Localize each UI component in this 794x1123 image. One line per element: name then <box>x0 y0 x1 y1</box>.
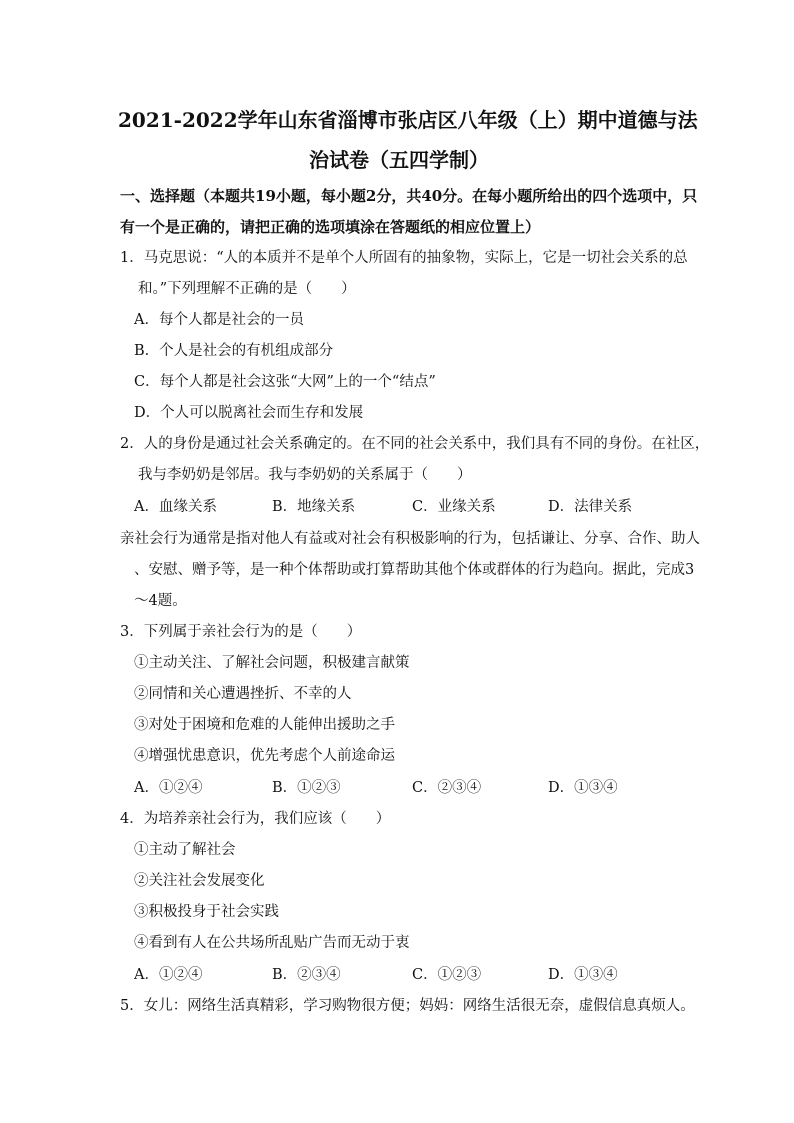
q3-item-4: ④增强忧患意识，优先考虑个人前途命运 <box>134 748 395 764</box>
q2-stem-line-2: 我与李奶奶是邻居。我与李奶奶的关系属于（ ） <box>138 467 472 483</box>
q3-option-c: C．②③④ <box>412 780 482 796</box>
q2-stem-line-1: 2．人的身份是通过社会关系确定的。在不同的社会关系中，我们具有不同的身份。在社区， <box>120 436 710 452</box>
q2-option-c: C．业缘关系 <box>412 499 496 515</box>
q1-stem-line-1: 1．马克思说：“人的本质并不是单个人所固有的抽象物，实际上，它是一切社会关系的总 <box>120 250 688 266</box>
q4-option-d: D．①③④ <box>548 967 618 983</box>
section-heading-line-2: 有一个是正确的，请把正确的选项填涂在答题纸的相应位置上） <box>120 218 541 236</box>
exam-title-line-1: 2021-2022学年山东省淄博市张店区八年级（上）期中道德与法 <box>118 108 698 132</box>
q4-item-4: ④看到有人在公共场所乱贴广告而无动于衷 <box>134 935 410 951</box>
q4-option-b: B．②③④ <box>272 967 341 983</box>
q3-option-d: D．①③④ <box>548 780 618 796</box>
q3-option-a: A．①②④ <box>134 780 203 796</box>
q1-option-a: A．每个人都是社会的一员 <box>134 312 304 328</box>
q1-option-d: D．个人可以脱离社会而生存和发展 <box>134 405 364 421</box>
q3-item-3: ③对处于困境和危难的人能伸出援助之手 <box>134 717 395 733</box>
exam-title-line-2: 治试卷（五四学制） <box>309 148 489 172</box>
q4-stem: 4．为培养亲社会行为，我们应该（ ） <box>120 811 391 827</box>
q5-stem-line-1: 5．女儿：网络生活真精彩，学习购物很方便；妈妈：网络生活很无奈，虚假信息真烦人。 <box>120 998 695 1014</box>
q2-option-b: B．地缘关系 <box>272 499 356 515</box>
q4-option-c: C．①②③ <box>412 967 482 983</box>
q3-item-2: ②同情和关心遭遇挫折、不幸的人 <box>134 686 352 702</box>
q1-option-b: B．个人是社会的有机组成部分 <box>134 343 334 359</box>
q2-option-d: D．法律关系 <box>548 499 633 515</box>
q3-option-b: B．①②③ <box>272 780 341 796</box>
q3-stem: 3．下列属于亲社会行为的是（ ） <box>120 624 362 640</box>
passage-line-1: 亲社会行为通常是指对他人有益或对社会有积极影响的行为，包括谦让、分享、合作、助人 <box>120 531 700 547</box>
q4-item-3: ③积极投身于社会实践 <box>134 904 279 920</box>
q4-item-2: ②关注社会发展变化 <box>134 873 265 889</box>
passage-line-3: ～4题。 <box>134 593 187 609</box>
q1-stem-line-2: 和。”下列理解不正确的是（ ） <box>138 281 356 297</box>
q3-item-1: ①主动关注、了解社会问题，积极建言献策 <box>134 655 410 671</box>
passage-line-2: 、安慰、赠予等，是一种个体帮助或打算帮助其他个体或群体的行为趋向。据此，完成3 <box>134 562 695 578</box>
q4-item-1: ①主动了解社会 <box>134 842 236 858</box>
q4-option-a: A．①②④ <box>134 967 203 983</box>
q2-option-a: A．血缘关系 <box>134 499 217 515</box>
section-heading-line-1: 一、选择题（本题共19小题，每小题2分，共40分。在每小题所给出的四个选项中，只 <box>120 187 698 205</box>
q1-option-c: C．每个人都是社会这张“大网”上的一个“结点” <box>134 374 436 390</box>
